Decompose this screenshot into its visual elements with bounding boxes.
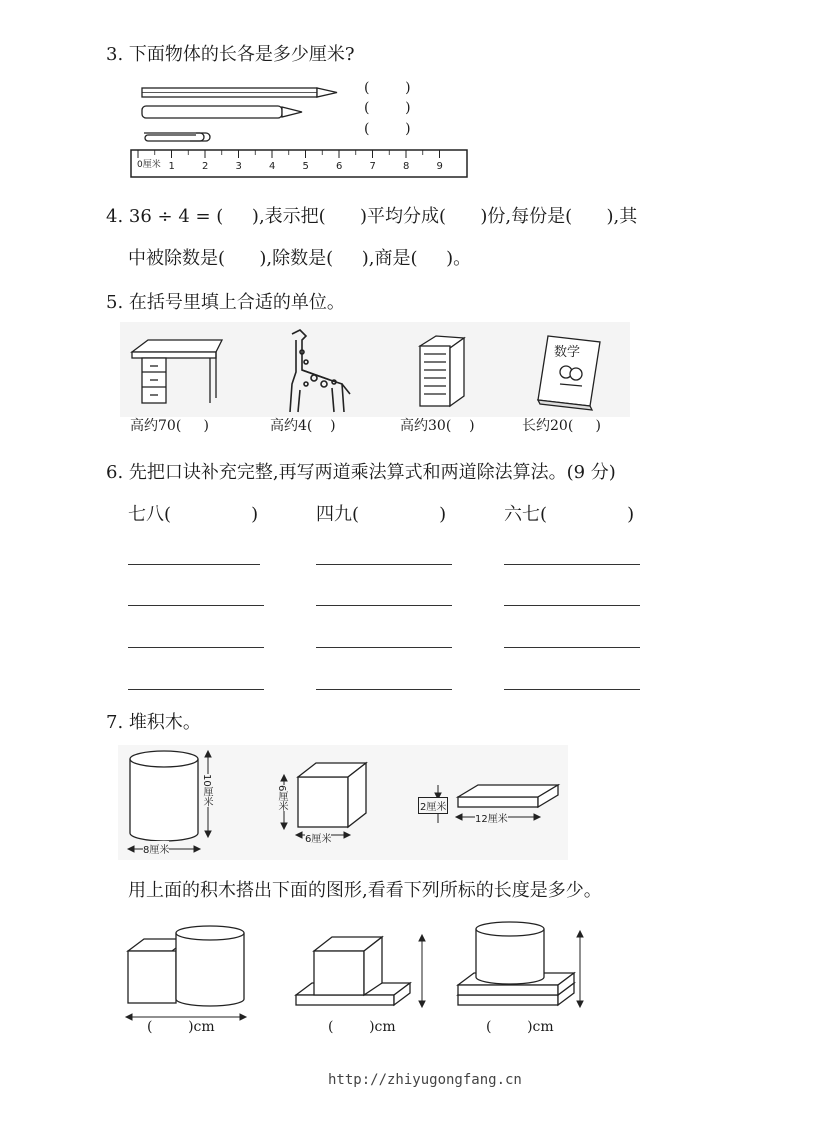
mnemonic-4x9[interactable]: 四九( ) [316, 504, 447, 525]
cube-on-slab-shape [296, 937, 410, 1005]
blocks-illustration [118, 745, 568, 860]
answer-line[interactable] [504, 689, 640, 690]
answer-line[interactable] [128, 605, 264, 606]
paperclip-icon [144, 133, 210, 141]
ruler-unit-label: 0厘米 [137, 160, 161, 170]
answer-line[interactable] [128, 689, 264, 690]
cube-width-label: 6厘米 [305, 830, 331, 845]
answer-cube-on-slab[interactable]: ( )cm [328, 1019, 396, 1035]
ruler-tick-label: 7 [369, 161, 376, 172]
book-length-label[interactable]: 长约20( ) [522, 418, 601, 434]
q5-pictures [120, 322, 630, 417]
answer-line[interactable] [128, 647, 264, 648]
pen-icon [142, 106, 302, 118]
giraffe-height-label[interactable]: 高约4( ) [270, 418, 336, 434]
answer-cube-cylinder[interactable]: ( )cm [147, 1019, 215, 1035]
answer-line[interactable] [504, 605, 640, 606]
question-6-title: 6. 先把口诀补充完整,再写两道乘法算式和两道除法算法。(9 分) [106, 462, 616, 483]
ruler-tick-label: 1 [168, 161, 175, 172]
pen-length-blank[interactable]: ( ) [364, 100, 411, 116]
cube-height-label: 6厘米 [276, 785, 287, 812]
mnemonic-6x7[interactable]: 六七( ) [504, 504, 635, 525]
answer-line[interactable] [316, 605, 452, 606]
question-7-title: 7. 堆积木。 [106, 712, 201, 733]
answer-line[interactable] [316, 689, 452, 690]
answer-cylinder-on-slabs[interactable]: ( )cm [486, 1019, 554, 1035]
question-7-instruction: 用上面的积木搭出下面的图形,看看下列所标的长度是多少。 [128, 880, 602, 901]
ruler-tick-label: 6 [336, 161, 343, 172]
ruler-tick-label: 4 [269, 161, 276, 172]
slab-height-label: 2厘米 [418, 797, 448, 814]
combined-shapes [118, 915, 598, 1025]
question-4-line-2: 中被除数是( ),除数是( ),商是( )。 [128, 248, 472, 269]
cube-icon [298, 763, 366, 827]
question-4-line-1: 4. 36 ÷ 4 = ( ),表示把( )平均分成( )份,每份是( ),其 [106, 206, 638, 227]
cube-cylinder-shape [128, 926, 244, 1006]
slab-width-label: 12厘米 [475, 810, 508, 825]
desk-height-label[interactable]: 高约70( ) [130, 418, 209, 434]
building-height-label[interactable]: 高约30( ) [400, 418, 475, 434]
answer-line[interactable] [316, 564, 452, 565]
book-title: 数学 [554, 345, 581, 360]
ruler-tick-label: 5 [302, 161, 309, 172]
answer-line[interactable] [504, 564, 640, 565]
building-icon [420, 336, 464, 406]
question-3-title: 3. 下面物体的长各是多少厘米? [106, 44, 355, 65]
ruler-tick-label: 8 [403, 161, 410, 172]
ruler-illustration [130, 80, 480, 180]
cylinder-height-label: 10厘米 [201, 774, 212, 807]
pencil-length-blank[interactable]: ( ) [364, 80, 411, 96]
footer-url[interactable]: http://zhiyugongfang.cn [328, 1072, 522, 1088]
slab-icon [458, 785, 558, 807]
ruler-tick-label: 9 [436, 161, 443, 172]
ruler-icon [131, 150, 467, 177]
pencil-icon [142, 88, 337, 97]
answer-line[interactable] [316, 647, 452, 648]
paperclip-length-blank[interactable]: ( ) [364, 121, 411, 137]
cylinder-width-label: 8厘米 [143, 841, 169, 856]
cylinder-icon [130, 751, 198, 841]
mnemonic-7x8[interactable]: 七八( ) [128, 504, 259, 525]
cylinder-on-slabs-shape [458, 922, 574, 1005]
answer-line[interactable] [504, 647, 640, 648]
ruler-tick-label: 2 [202, 161, 209, 172]
answer-line[interactable] [128, 564, 260, 565]
question-5-title: 5. 在括号里填上合适的单位。 [106, 292, 345, 313]
ruler-tick-label: 3 [235, 161, 242, 172]
